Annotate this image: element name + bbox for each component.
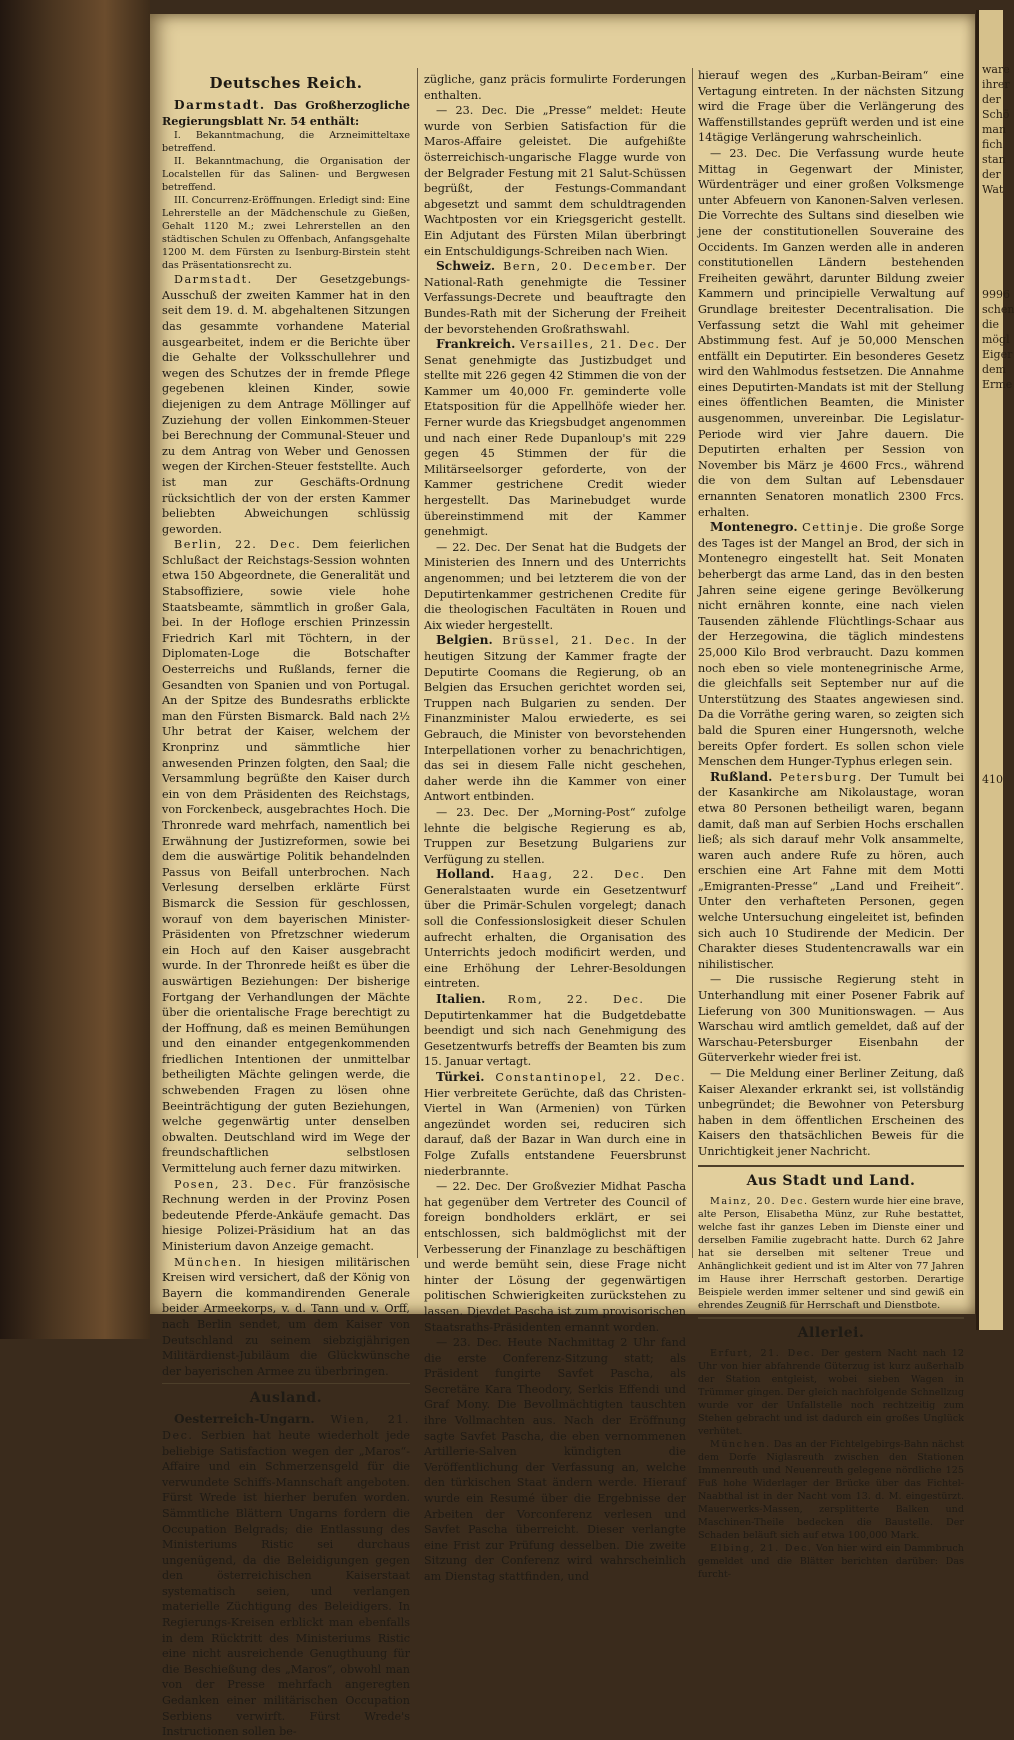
article (698, 1542, 964, 1581)
article-text: Der gestern Nacht nach 12 Uhr von hier abfahrende Güterzug ist kurz außerhalb der Station entgleist, wobei sieben Wagen in Trümmer gingen. Der gleich nachfolgende Schnellzug wurde vor der Unfallstelle noch rechtzeitig zum Stehen gebracht und ist dadurch ein großes Unglück verhütet. (698, 1347, 964, 1437)
section-title-aus-stadt-und-land: Aus Stadt und Land. (746, 1172, 916, 1189)
article (424, 867, 686, 992)
divider (698, 1165, 964, 1167)
dateline: Versailles, 21. Dec. (520, 338, 661, 352)
column-rule (417, 68, 418, 1258)
article-text: — Die russische Regierung steht in Unterhandlung mit einer Posener Fabrik auf Lieferung von 300 Munitionswagen. — Aus Warschau wird amtlich gemeldet, daß auf der Warschau-Petersburger Eisenbahn der Güterverkehr wieder frei ist. (698, 973, 964, 1065)
article (698, 770, 964, 973)
dateline: Wien, 21. Dec. (162, 1413, 410, 1442)
section-title-ausland: Ausland. (249, 1390, 323, 1407)
article (162, 98, 410, 129)
article-text: Hier verbreitete Gerüchte, daß das Christen-Viertel in Wan (Armenien) von Türken angezündet worden sei, reduciren sich darauf, daß der Bazar in Wan durch eine in Folge Zufalls entstandene Feuersbrunst niederbrannte. (424, 1086, 686, 1178)
article-text: Dem feierlichen Schlußact der Reichstags-Session wohnten etwa 150 Abgeordnete, die Generalität und Stabsoffiziere, sowie viele hohe Staatsbeamte, sämmtlich in großer Gala, bei. In der Hofloge erschien Prinzessin Friedrich Karl mit Töchtern, in der Diplomaten-Loge die Botschafter Oesterreichs und Rußlands, ferner die Gesandten von Spanien und von Portugal. An der Spitze des Bundesraths erblickte man den Fürsten Bismarck. Bald nach 2½ Uhr betrat der Kaiser, welchem der Kronprinz und sämmtliche hier anwesenden Prinzen folgten, den Saal; die Versammlung begrüßte den Kaiser durch ein von dem Präsidenten des Reichstags, von Forckenbeck, ausgebrachtes Hoch. Die Thronrede ward mehrfach, namentlich bei Erwähnung der Justizreformen, sowie bei dem die auswärtige Politik behandelnden Passus von Beifall unterbrochen. Nach Verlesung derselben erklärte Fürst Bismarck die Session für geschlossen, worauf von dem bayerischen Minister-Präsidenten von Pfretzschner wiederum ein Hoch auf den Kaiser ausgebracht wurde. In der Thronrede heißt es über die auswärtigen Beziehungen: Der bisherige Fortgang der Verhandlungen der Mächte über die orientalische Frage berechtigt zu der Hoffnung, daß es meinen Bemühungen und den einander entgegenkommenden friedlichen Intentionen der unmittelbar betheiligten Mächte gelingen werde, die schwebenden Fragen zu lösen ohne Beeinträchtigung der guten Beziehungen, welche gegenwärtig unter denselben obwalten. Deutschland wird im Wege der freundschaftlichen selbstlosen Vermittelung auch ferner dazu mitwirken. (162, 538, 410, 1176)
article (698, 68, 964, 146)
article-text: In hiesigen militärischen Kreisen wird versichert, daß der König von Bayern die kommandirenden Generale beider Armeekorps, v. d. Tann und v. Orff, nach Berlin sendet, um dem Kaiser von Deutschland zu seinem siebzigjährigen Militärdienst-Jubiläum die Glückwünsche der bayerischen Armee zu überbringen. (162, 1255, 410, 1378)
article-text: — 23. Dec. Der „Morning-Post“ zufolge lehnte die belgische Regierung es ab, Truppen zur Besetzung Bulgariens zur Verfügung zu stellen. (424, 805, 686, 866)
dateline: Mainz, 20. Dec. (710, 1195, 809, 1207)
column-3 (698, 68, 964, 1581)
article-text: — Die Meldung einer Berliner Zeitung, daß Kaiser Alexander erkrankt sei, ist vollständig unbegründet; die Bewohner von Petersburg haben in dem öffentlichen Erscheinen des Kaisers den thatsächlichen Beweis für die Unrichtigkeit jener Nachricht. (698, 1067, 964, 1158)
article-text: Das an der Fichtelgebirgs-Bahn nächst dem Dorfe Niglasreuth zwischen den Stationen Immenreuth und Neuenreuth gelegene nördliche 125 Fuß hohe Widerlager der Brücke über das Fichtel-Naabthal ist in der Nacht vom 13. d. M. eingestürzt. Mauerwerks-Massen, zersplitterte Balken und Maschinen-Theile bedecken die Baustelle. Der Schaden beläuft sich auf etwa 100,000 Mark. (698, 1438, 964, 1541)
fragment: fich (982, 138, 1003, 151)
fragment: ware (982, 63, 1010, 76)
divider (162, 1383, 410, 1384)
article-text: Das Großherzogliche Regierungsblatt Nr. 54 enthält: (162, 98, 411, 128)
article (162, 1255, 410, 1380)
country-heading: Holland. (436, 867, 495, 882)
article (424, 1070, 686, 1179)
dateline: Bern, 20. December. (503, 260, 657, 274)
article (698, 1438, 964, 1542)
country-heading: Rußland. (710, 769, 773, 784)
country-heading: Belgien. (436, 633, 493, 648)
article (424, 72, 686, 103)
fragment: Wat (982, 183, 1004, 196)
article-text: — 22. Dec. Der Senat hat die Budgets der Ministerien des Innern und des Unterrichts angenommen; und bei letzterem die von der Deputirtenkammer gestrichenen Credite für die theologischen Facultäten in Rouen und Aix wieder hergestellt. (424, 540, 686, 632)
column-2 (424, 72, 686, 1585)
dateline: München. (710, 1438, 771, 1450)
dateline: Petersburg. (779, 770, 863, 784)
article-text: Der Senat genehmigte das Justizbudget und stellte mit 226 gegen 42 Stimmen die von der Kammer um 40,000 Fr. geminderte volle Etatsposition für die Appellhöfe wieder her. Ferner wurde das Kriegsbudget angenommen und nach einer Rede Dupanloup's mit 229 gegen 45 Stimmen der für die Militärseelsorger geforderte, von der Kammer gestrichene Credit wieder hergestellt. Das Marinebudget wurde übereinstimmend mit der Kammer genehmigt. (424, 338, 687, 539)
article-text: Der National-Rath genehmigte die Tessiner Verfassungs-Decrete und beauftragte den Bundes-Rath mit der Sicherung der Freiheit der bevorstehenden Großrathswahl. (424, 260, 686, 336)
dateline: Cettinje. (802, 521, 865, 535)
fragment: der (982, 93, 1001, 106)
article (698, 146, 964, 520)
article-text: — 22. Dec. Der Großvezier Midhat Pascha hat gegenüber dem Vertreter des Council of foreign bondholders erklärt, er sei entschlossen, sich baldmöglichst mit der Verbesserung der Finanzlage zu beschäftigen und werde bemüht sein, diese Frage nicht hinter der Lösung der gegenwärtigen politischen Schwierigkeiten zurückstehen zu lassen. Djevdet Pascha ist zum provisorischen Staatsraths-Präsidenten ernannt worden. (424, 1180, 686, 1334)
country-heading: Oesterreich-Ungarn. (174, 1412, 315, 1427)
article (162, 1412, 410, 1739)
dateline: Elbing, 21. Dec. (710, 1542, 813, 1554)
list-item: III. Concurrenz-Eröffnungen. Erledigt sind: Eine Lehrerstelle an der Mädchenschule zu Gießen, Gehalt 1120 M.; zwei Lehrerstellen an den städtischen Schulen zu Offenbach, Anfangsgehalte 1200 M. dem Fürsten zu Isenburg-Birstein steht das Präsentationsrecht zu. (162, 195, 410, 272)
article-text: Den Generalstaaten wurde ein Gesetzentwurf über die Primär-Schulen vorgelegt; danach soll die Confessionslosigkeit dieser Schulen aufrecht erhalten, die Organisation des Unterrichts jedoch modificirt werden, und eine Erhöhung der Lehrer-Besoldungen eintreten. (424, 868, 686, 991)
section-title-deutsches-reich: Deutsches Reich. (209, 74, 363, 92)
dateline: Constantinopel, 22. Dec. (495, 1071, 686, 1084)
fragment: 410 (982, 773, 1003, 786)
column-rule (692, 68, 693, 1258)
fragment: Schö (982, 108, 1010, 121)
article (162, 272, 410, 537)
dateline: München. (174, 1255, 243, 1269)
article (424, 633, 686, 805)
article (162, 1177, 410, 1255)
article-text: — 23. Dec. Heute Nachmittag 2 Uhr fand die erste Conferenz-Sitzung statt; als Präsident fungirte Savfet Pascha, als Secretäre Kara Theodory, Serkis Effendi und Graf Mony. Die Bevollmächtigten tauschten ihre Vollmachten aus. Nach der Eröffnung sagte Savfet Pascha, die eben vernommenen Artillerie-Salven kündigten die Veröffentlichung der Verfassung an, welche den türkischen Staat ändern werde. Hierauf wurde ein Resumé über die Ergebnisse der Arbeiten der Vorconferenz verlesen und Savfet Pascha überreicht. Dieser verlangte eine Frist zur Prüfung desselben. Die zweite Sitzung der Conferenz wird wahrscheinlich am Dienstag stattfinden, und (424, 1336, 686, 1583)
country-heading: Türkei. (436, 1070, 485, 1084)
article (424, 337, 686, 540)
country-heading: Montenegro. (710, 520, 798, 535)
article (698, 1347, 964, 1438)
article (424, 259, 686, 337)
article-text: Die Deputirtenkammer hat die Budgetdebatte beendigt und sich nach Genehmigung des Gesetzentwurfs betreffs der Beamten bis zum 15. Januar vertagt. (424, 993, 686, 1069)
article-text: Gestern wurde hier eine brave, alte Person, Elisabetha Münz, zur Ruhe bestattet, welche fast ihr ganzes Leben im Dienste einer und derselben Familie zugebracht hatte. Durch 62 Jahre hat sie derselben mit seltener Treue und Anhänglichkeit gedient und ist im Alter von 77 Jahren im Hause ihrer Herrschaft gestorben. Derartige Beispiele werden immer seltener und sind gewiß ein ehrendes Zeugniß für Herrschaft und Dienstbote. (698, 1195, 965, 1311)
article-text: Die große Sorge des Tages ist der Mangel an Brod, der sich in Montenegro eingestellt hat. Seit Monaten beherbergt das arme Land, das in den besten Jahren seine eigene geringe Bevölkerung nicht ernähren konnte, eine nach vielen Tausenden zählende Flüchtlings-Schaar aus der Herzegowina, die täglich mindestens 25,000 Kilo Brod verbraucht. Dazu kommen noch eben so viele montenegrinische Arme, die gleichfalls seit September nur auf die Unterstützung des Staates angewiesen sind. Da die Vorräthe gering waren, so zeigten sich bald die Spuren einer Hungersnoth, welche bereits Opfer fordert. Es sollen schon viele Menschen dem Hunger-Typhus erlegen sein. (698, 521, 964, 769)
article-text: Für französische Rechnung werden in der Provinz Posen bedeutende Pferde-Ankäufe gemacht. Das hiesige Polizei-Präsidium hat an das Ministerium davon Anzeige gemacht. (162, 1177, 410, 1253)
fragment: stan (982, 153, 1006, 166)
article-text: In der heutigen Sitzung der Kammer fragte der Deputirte Coomans die Regierung, ob an Belgien das Ersuchen gerichtet worden sei, Truppen nach Bulgarien zu senden. Der Finanzminister Malou erwiederte, es sei Gebrauch, die Minister von bevorstehenden Interpellationen vorher zu benachrichtigen, das sei in diesem Falle nicht geschehen, daher werde ihn die Kammer von einer Antwort entbinden. (424, 634, 686, 804)
fragment: Erme (982, 378, 1013, 391)
dateline: Haag, 22. Dec. (512, 868, 646, 882)
article (698, 1195, 964, 1312)
dateline: Rom, 22. Dec. (507, 993, 645, 1007)
article-text: Der Gesetzgebungs-Ausschuß der zweiten Kammer hat in den seit dem 19. d. M. abgehaltenen Sitzungen das gesammte vorhandene Material ausgearbeitet, indem er die Berichte über die Gehalte der Volksschullehrer und wegen des Schutzes der in fremde Pflege gegebenen kleinen Kinder, sowie diejenigen zu dem Antrage Möllinger auf Zuziehung der vollen Einkommen-Steuer bei Berechnung der Communal-Steuer und zu dem Antrag von Weber und Genossen wegen der Kirchen-Steuer feststellte. Auch ist man zur Geschäfts-Ordnung rücksichtlich der von der ersten Kammer beliebten Abweichungen schlüssig geworden. (162, 273, 410, 536)
article (424, 805, 686, 867)
fragment: die (982, 318, 1000, 331)
fragment: schen (982, 303, 1014, 316)
article-text: — 23. Dec. Die Verfassung wurde heute Mittag in Gegenwart der Minister, Würdenträger und einer großen Volksmenge unter Abfeuern von Kanonen-Salven verlesen. Die Vorrechte des Sultans sind dieselben wie jene der constitutionellen Souveraine des Occidents. Im Ganzen werden alle in anderen constitutionellen Ländern bestehenden Freiheiten gewährt, darunter Bildung zweier Kammern und principielle Verwaltung auf Grundlage breitester Decentralisation. Die Verfassung setzt die Wahl mit geheimer Abstimmung fest. Auf je 50,000 Menschen entfällt ein Deputirter. Ein besonderes Gesetz wird den Wahlmodus festsetzen. Die Annahme eines Deputirten-Mandats ist mit der Stellung eines öffentlichen Beamten, die Minister ausgenommen, unvereinbar. Die Legislatur-Periode wird vier Jahre dauern. Die Deputirten erhalten per Session von November bis März je 4600 Frcs., während die von dem Sultan auf Lebensdauer ernannten Senatoren monatlich 2300 Frcs. erhalten. (698, 146, 964, 519)
article (698, 972, 964, 1066)
section-title-allerlei: Allerlei. (797, 1324, 865, 1341)
article-text: Der Tumult bei der Kasankirche am Nikolaustage, woran etwa 80 Personen betheiligt waren, begann damit, daß man auf Serbien Hochs erschallen ließ; als sich darauf mehr Volk ansammelte, waren auch andere Rufe zu hören, auch erschien eine Art Fahne mit dem Motti „Emigranten-Presse“ „Land und Freiheit“. Unter den verhafteten Personen, gegen welche Untersuchung eingeleitet ist, befinden sich auch 10 Studirende der Medicin. Der Charakter dieses Studentencrawalls war ein nihilistischer. (698, 770, 964, 971)
list-item: II. Bekanntmachung, die Organisation der Localstellen für das Salinen- und Bergwesen betreffend. (162, 156, 410, 194)
article-text: Serbien hat heute wiederholt jede beliebige Satisfaction wegen der „Maros“-Affaire und ein Schmerzensgeld für die verwundete Schiffs-Mannschaft angeboten. Fürst Wrede ist hierher berufen worden. Sämmtliche Blättern Ungarns fordern die Occupation Belgrads; die Entlassung des Ministeriums Ristic sei durchaus ungenügend, da die Beleidigungen gegen den österreichischen Kaiserstaat systematisch seien, und verlangen materielle Züchtigung des Beleidigers. In Regierungs-Kreisen erblickt man ebenfalls in dem Rücktritt des Ministeriums Ristic eine nicht ausreichende Genugthuung für die Beschießung des „Maros“, obwohl man von der Presse mehrfach angeregten Gedanken einer militärischen Occupation Serbiens verwirft. Fürst Wrede's Instructionen sollen be- (162, 1428, 411, 1739)
dateline: Posen, 23. Dec. (174, 1177, 298, 1191)
article-text: hierauf wegen des „Kurban-Beiram“ eine Vertagung eintreten. In der nächsten Sitzung wird die Frage über die Verlängerung des Waffenstillstandes geprüft werden und ist eine 14tägige Verlängerung wahrscheinlich. (698, 69, 964, 145)
article-text: Von hier wird ein Dammbruch gemeldet und die Blätter berichten darüber: Das furcht- (698, 1542, 964, 1580)
dateline: Darmstadt. (174, 273, 253, 287)
fragment: 9996 (982, 288, 1010, 301)
article (424, 103, 686, 259)
book-binding (0, 0, 150, 1339)
article (424, 1335, 686, 1585)
fragment: der (982, 168, 1001, 181)
article (424, 992, 686, 1070)
dateline: Erfurt, 21. Dec. (710, 1347, 816, 1359)
article (698, 520, 964, 770)
adjacent-page-edge (976, 10, 1014, 1330)
dateline: Darmstadt. (174, 98, 266, 112)
article (698, 1066, 964, 1160)
fragment: Eiger (982, 348, 1013, 361)
article (424, 1179, 686, 1335)
country-heading: Italien. (436, 992, 486, 1007)
dateline: Berlin, 22. Dec. (174, 538, 302, 552)
column-1 (162, 70, 410, 1740)
country-heading: Frankreich. (436, 337, 516, 352)
fragment: ihrer (982, 78, 1010, 91)
article-text: — 23. Dec. Die „Presse“ meldet: Heute wurde von Serbien Satisfaction für die Maros-Affaire geleistet. Die aufgehißte österreichisch-ungarische Flagge wurde von der Belgrader Festung mit 21 Salut-Schüssen begrüßt, der Festungs-Commandant abgesetzt und sammt dem schuldtragenden Wachtposten vor ein Kriegsgericht gestellt. Ein Adjutant des Fürsten Milan überbringt ein Entschuldigungs-Schreiben nach Wien. (424, 104, 686, 258)
dateline: Brüssel, 21. Dec. (502, 634, 637, 648)
list-item: I. Bekanntmachung, die Arzneimitteltaxe betreffend. (162, 130, 410, 155)
article (162, 537, 410, 1176)
article-text: zügliche, ganz präcis formulirte Forderungen enthalten. (424, 73, 686, 102)
fragment: man (982, 123, 1007, 136)
fragment: dem (982, 363, 1006, 376)
fragment: mögl (982, 333, 1010, 346)
country-heading: Schweiz. (436, 259, 496, 274)
divider (698, 1317, 964, 1319)
article (424, 540, 686, 634)
